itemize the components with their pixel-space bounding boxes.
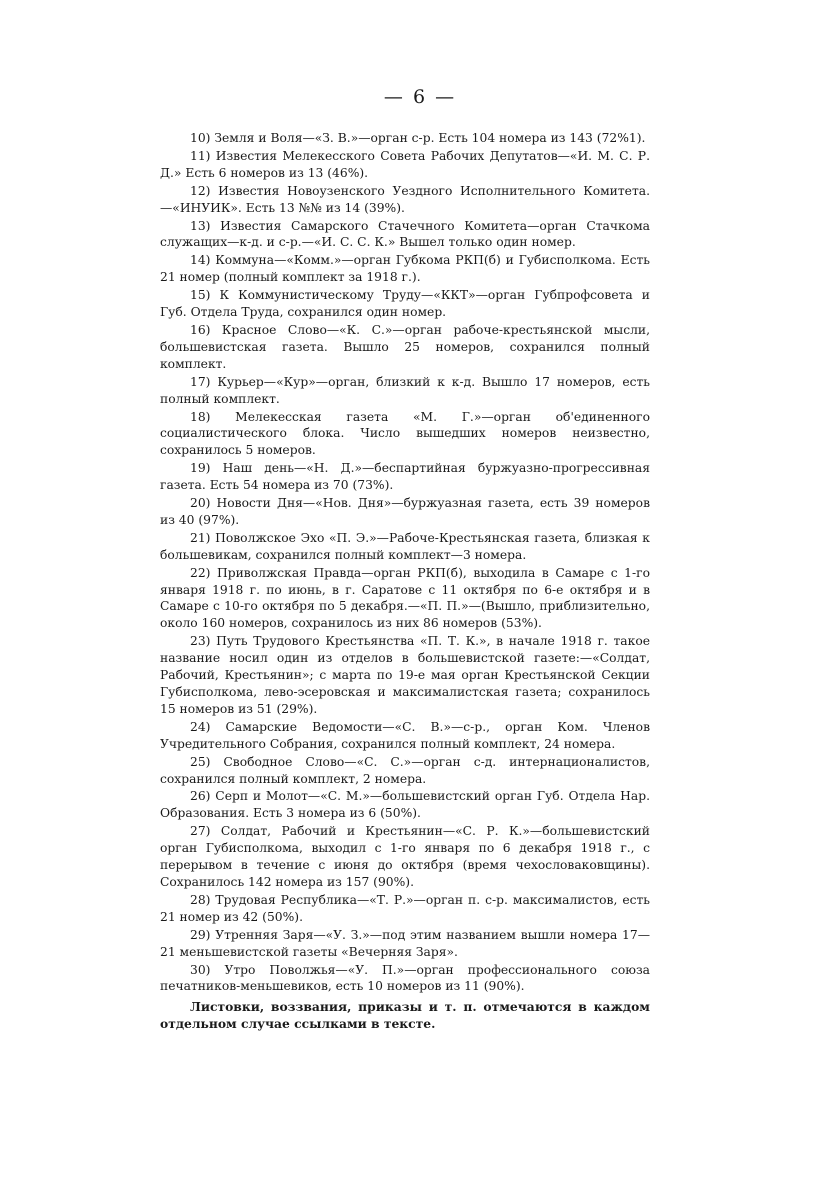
list-item: 12) Известия Новоузенского Уездного Исполнительного Комитета.—«ИНУИК». Есть 13 №№ из 14 (39%). [160, 183, 650, 215]
list-item: 16) Красное Слово—«К. С.»—орган рабоче-крестьянской мысли, большевистская газета. Вышло 25 номеров, сохранился полный комплект. [160, 322, 650, 371]
list-item: 22) Приволжская Правда—орган РКП(б), выходила в Самаре с 1-го января 1918 г. по июнь, в г. Саратове с 11 октября по 6-е октября и в Самаре с 10-го октября по 5 декабря.—«П. П.»—(Вышло, приблизительно, около 160 номеров, сохранилось из них 86 номеров (53%). [160, 565, 650, 631]
list-item: 17) Курьер—«Кур»—орган, близкий к к-д. Вышло 17 номеров, есть полный комплект. [160, 374, 650, 406]
list-item: 18) Мелекесская газета «М. Г.»—орган об'единенного социалистического блока. Число вышедших номеров неизвестно, сохранилось 5 номеров. [160, 409, 650, 458]
list-item: 14) Коммуна—«Комм.»—орган Губкома РКП(б) и Губисполкома. Есть 21 номер (полный комплект за 1918 г.). [160, 253, 650, 285]
list-item: 28) Трудовая Республика—«Т. Р.»—орган п. с-р. максималистов, есть 21 номер из 42 (50%). [160, 892, 650, 924]
list-item: 24) Самарские Ведомости—«С. В.»—с-р., орган Ком. Членов Учредительного Собрания, сохранился полный комплект, 24 номера. [160, 719, 650, 751]
list-item: 19) Наш день—«Н. Д.»—беспартийная буржуазно-прогрессивная газета. Есть 54 номера из 70 (73%). [160, 461, 650, 493]
entry-list [160, 130, 650, 1045]
list-item: 23) Путь Трудового Крестьянства «П. Т. К.», в начале 1918 г. такое название носил один из отделов в большевистской газете:—«Солдат, Рабочий, Крестьянин»; с марта по 19-е мая орган Крестьянской Секции Губисполкома, лево-эсеровская и максималистская газета; сохранилось 15 номеров из 51 (29%). [160, 634, 650, 716]
list-item: 21) Поволжское Эхо «П. Э.»—Рабоче-Крестьянская газета, близкая к большевикам, сохранился полный комплект—3 номера. [160, 530, 650, 562]
list-item: 20) Новости Дня—«Нов. Дня»—буржуазная газета, есть 39 номеров из 40 (97%). [160, 496, 650, 527]
list-item: 13) Известия Самарского Стачечного Комитета—орган Стачкома служащих—к-д. и с-р.—«И. С. С. К.» Вышел только один номер. [160, 218, 650, 250]
list-item: 15) К Коммунистическому Труду—«ККТ»—орган Губпрофсовета и Губ. Отдела Труда, сохранился один номер. [160, 288, 650, 320]
closing-note: Листовки, воззвания, приказы и т. п. отмечаются в каждом отдельном случае ссылками в тексте. [160, 999, 650, 1032]
list-item: 27) Солдат, Рабочий и Крестьянин—«С. Р. К.»—большевистский орган Губисполкома, выходил с 1-го января по 6 декабря 1918 г., с перерывом в течение с июня до октября (время чехословаковщины). Сохранилось 142 номера из 157 (90%). [160, 824, 650, 889]
list-item: 26) Серп и Молот—«С. М.»—большевистский орган Губ. Отдела Нар. Образования. Есть 3 номера из 6 (50%). [160, 789, 650, 821]
list-item: 29) Утренняя Заря—«У. З.»—под этим названием вышли номера 17—21 меньшевистской газеты «Вечерняя Заря». [160, 927, 650, 959]
list-item: 25) Свободное Слово—«С. С.»—орган с-д. интернационалистов, сохранился полный комплект, 2 номера. [160, 754, 650, 786]
page-number: — 6 — [383, 86, 457, 108]
list-item: 30) Утро Поволжья—«У. П.»—орган профессионального союза печатников-меньшевиков, есть 10 номеров из 11 (90%). [160, 962, 650, 994]
list-item: 11) Известия Мелекесского Совета Рабочих Депутатов—«И. М. С. Р. Д.» Есть 6 номеров из 13 (46%). [160, 148, 650, 180]
list-item: 10) Земля и Воля—«З. В.»—орган с-р. Есть 104 номера из 143 (72%1). [190, 131, 646, 145]
